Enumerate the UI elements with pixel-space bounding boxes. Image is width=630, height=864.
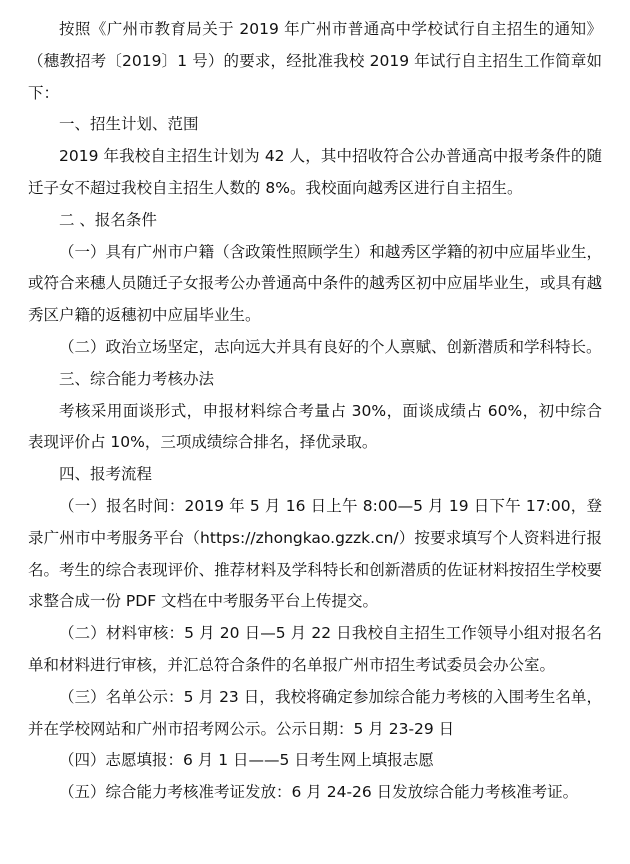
condition-paragraph-2: （二）政治立场坚定，志向远大并具有良好的个人禀赋、创新潜质和学科特长。 — [59, 337, 602, 356]
intro-paragraph: 按照《广州市教育局关于 2019 年广州市普通高中学校试行自主招生的通知》（穗教招考〔2019〕1 号）的要求，经批准我校 2019 年试行自主招生工作简章如下： — [28, 20, 602, 102]
condition-paragraph-1: （一）具有广州市户籍（含政策性照顾学生）和越秀区学籍的初中应届毕业生，或符合来穗人员随迁子女报考公办普通高中条件的越秀区初中应届毕业生，或具有越秀区户籍的返穗初中应届毕业生。 — [28, 242, 602, 325]
process-paragraph-4: （四）志愿填报：6 月 1 日——5 日考生网上填报志愿 — [59, 751, 434, 770]
plan-paragraph: 2019 年我校自主招生计划为 42 人，其中招收符合公办普通高中报考条件的随迁子女不超过我校自主招生人数的 8%。我校面向越秀区进行自主招生。 — [28, 147, 602, 197]
section-heading-assessment: 三、综合能力考核办法 — [59, 369, 215, 388]
process-paragraph-2: （二）材料审核：5 月 20 日—5 月 22 日我校自主招生工作领导小组对报名名单和材料进行审核，并汇总符合条件的名单报广州市招生考试委员会办公室。 — [28, 624, 602, 674]
process-paragraph-3: （三）名单公示：5 月 23 日，我校将确定参加综合能力考核的入围考生名单，并在学校网站和广州市招考网公示。公示日期：5 月 23-29 日 — [28, 687, 602, 738]
process-paragraph-5: （五）综合能力考核准考证发放：6 月 24-26 日发放综合能力考核准考证。 — [59, 783, 579, 802]
assessment-paragraph: 考核采用面谈形式，申报材料综合考量占 30%，面谈成绩占 60%，初中综合表现评价占 10%，三项成绩综合排名，择优录取。 — [28, 401, 602, 452]
section-heading-plan: 一、招生计划、范围 — [59, 115, 199, 134]
section-heading-conditions: 二 、报名条件 — [59, 210, 157, 229]
process-paragraph-1: （一）报名时间：2019 年 5 月 16 日上午 8:00—5 月 19 日下午 17:00，登录广州市中考服务平台（https://zhongkao.gzzk.cn/）按要求填写个人资料进行报名。考生的综合表现评价、推荐材料及学科特长和创新潜质的佐证材料按招生学校要求整合成一份 PDF 文档在中考服务平台上传提交。 — [28, 496, 602, 611]
section-heading-process: 四、报考流程 — [59, 465, 153, 484]
